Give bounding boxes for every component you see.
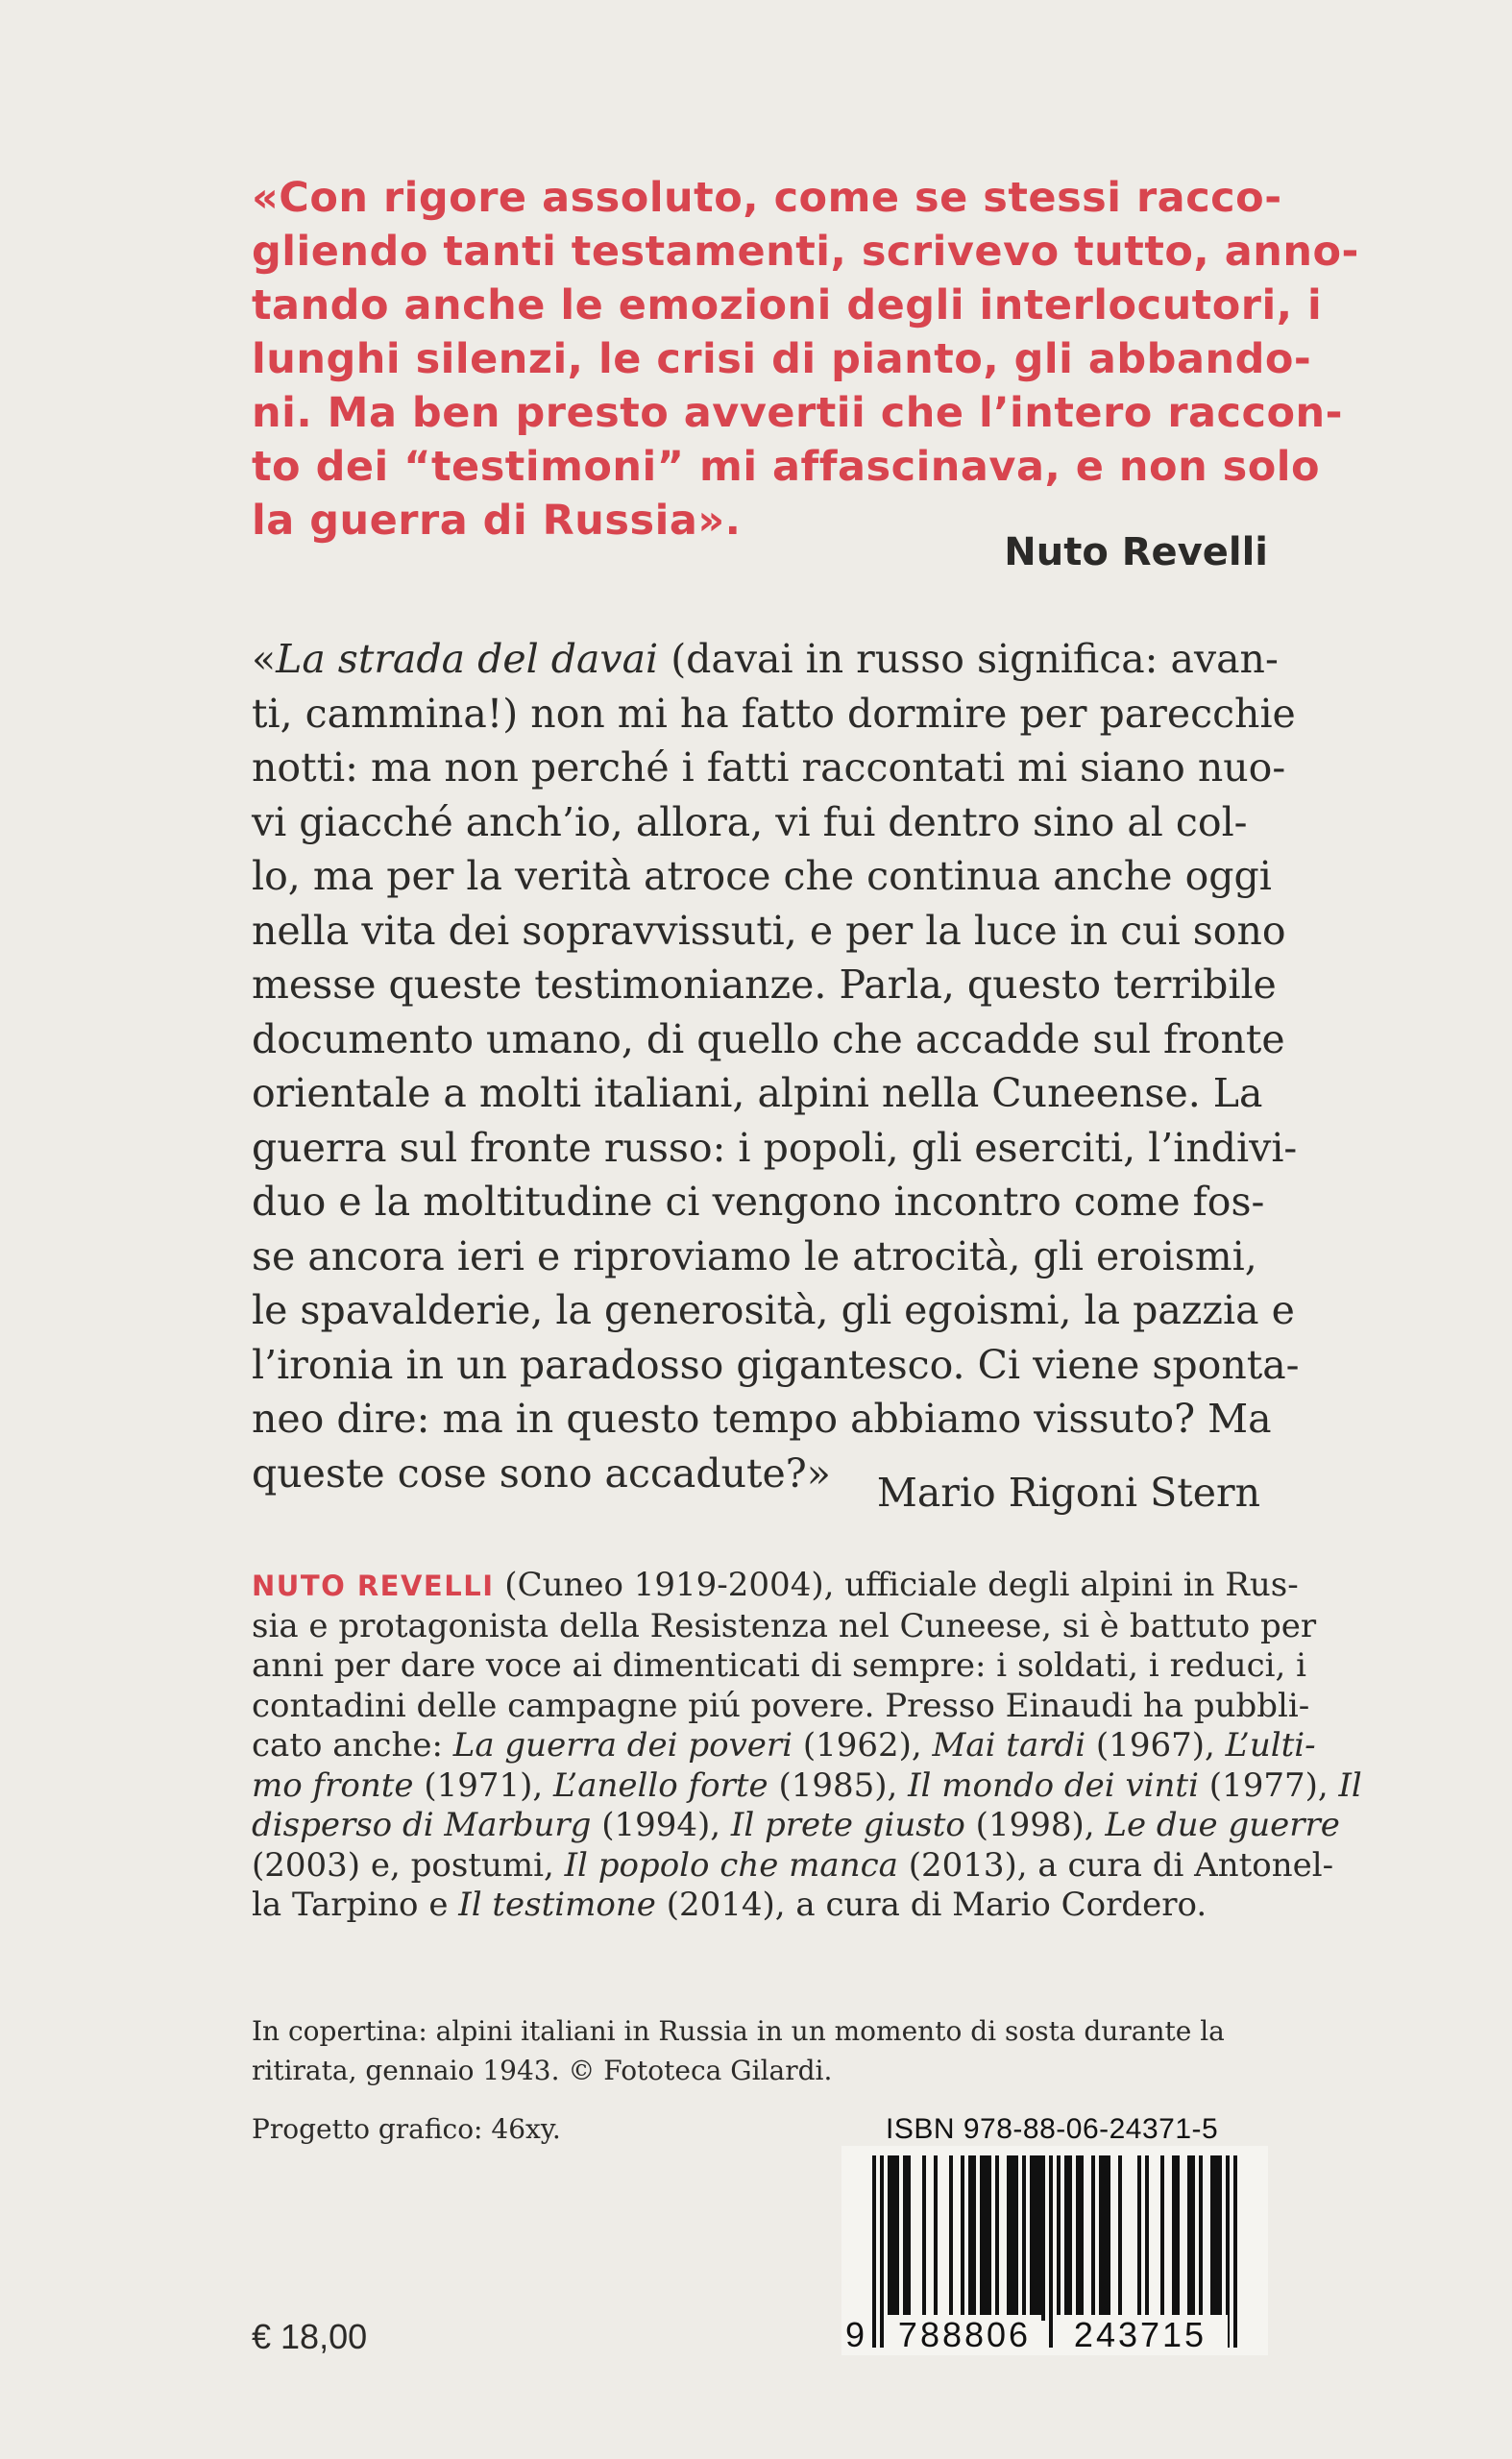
- barcode-left-group: 788806: [888, 2315, 1041, 2355]
- quote-line: la guerra di Russia».: [252, 497, 742, 545]
- barcode-digits: [841, 2315, 1268, 2353]
- barcode-bar: [895, 2155, 899, 2321]
- price-label: € 18,00: [252, 2317, 368, 2356]
- barcode-bar: [972, 2155, 976, 2321]
- quote-line: «La strada del davai (davai in russo significa: avan-: [252, 636, 1279, 682]
- barcode-bar: [1145, 2155, 1149, 2321]
- quote-line: ni. Ma ben presto avvertii che l’intero raccon-: [252, 389, 1344, 437]
- barcode-bar: [891, 2155, 895, 2321]
- quote-line: documento umano, di quello che accadde sul fronte: [252, 1015, 1285, 1062]
- quote-line: se ancora ieri e riproviamo le atrocità, gli eroismi,: [252, 1232, 1257, 1279]
- barcode-bar: [984, 2155, 988, 2321]
- barcode-bar: [1091, 2155, 1095, 2321]
- quote-line: to dei “testimoni” mi affascinava, e non solo: [252, 443, 1321, 491]
- barcode-bar: [922, 2155, 926, 2321]
- barcode-bar: [968, 2155, 972, 2321]
- barcode-bar: [995, 2155, 999, 2321]
- quote-line: ti, cammina!) non mi ha fatto dormire per parecchie: [252, 690, 1296, 737]
- barcode-bar: [1187, 2155, 1191, 2321]
- barcode-bar: [1214, 2155, 1218, 2321]
- quote-line: gliendo tanti testamenti, scrivevo tutto, anno-: [252, 228, 1359, 276]
- quote-line: orientale a molti italiani, alpini nella Cuneense. La: [252, 1070, 1263, 1116]
- barcode-bar: [1076, 2155, 1080, 2321]
- isbn-label: ISBN 978-88-06-24371-5: [886, 2113, 1219, 2145]
- barcode-bar: [1199, 2155, 1203, 2321]
- book-title: La strada del davai: [276, 636, 659, 682]
- barcode-bar: [1011, 2155, 1014, 2321]
- barcode-bar: [1176, 2155, 1180, 2321]
- barcode-bar: [1007, 2155, 1011, 2321]
- barcode-bar: [903, 2155, 907, 2321]
- barcode-bar: [1191, 2155, 1195, 2321]
- quote-line: queste cose sono accadute?»: [252, 1449, 831, 1497]
- barcode-bar: [1210, 2155, 1214, 2321]
- author-biography: NUTO REVELLI (Cuneo 1919-2004), ufficiale degli alpini in Rus- sia e protagonista della Resistenza nel Cuneese, si è battuto per anni per dare voce ai dimenticati di sempre: i soldati, i reduci, i contadini delle campagne piú povere. Presso Einaudi ha pubbli- cato anche: La guerra dei poveri (1962), Mai tardi (1967), L’ulti- mo fronte (1971), L’anello forte (1985), Il mondo dei vinti (1977), Il disperso di Marburg (1994), Il prete giusto (1998), Le due guerre (2003) e, postumi, Il popolo che manca (2013), a cura di Antonel- la Tarpino e Il testimone (2014), a cura di Mario Cordero.: [252, 1566, 1362, 1924]
- quote-line: «Con rigore assoluto, come se stessi racco-: [252, 174, 1282, 222]
- barcode-bar: [988, 2155, 991, 2321]
- barcode-bar: [1218, 2155, 1222, 2321]
- author-name: NUTO REVELLI: [252, 1570, 495, 1602]
- barcode-bar: [1030, 2155, 1034, 2321]
- barcode-bar: [980, 2155, 984, 2321]
- cover-credit: In copertina: alpini italiani in Russia in un momento di sosta durante la ritirata, gennaio 1943. © Fototeca Gilardi.: [252, 2015, 1225, 2086]
- author-quote: [252, 171, 1359, 548]
- barcode-bar: [1068, 2155, 1072, 2321]
- barcode-bar: [1022, 2155, 1026, 2321]
- barcode-bar: [907, 2155, 911, 2321]
- barcode-bar: [1172, 2155, 1176, 2321]
- barcode-bar: [1014, 2155, 1018, 2321]
- quote-line: duo e la moltitudine ci vengono incontro come fos-: [252, 1179, 1265, 1225]
- quote-line: le spavalderie, la generosità, gli egoismi, la pazzia e: [252, 1287, 1295, 1333]
- barcode-bar: [1099, 2155, 1103, 2321]
- barcode-bar: [1080, 2155, 1084, 2321]
- barcode-bar: [961, 2155, 964, 2321]
- barcode-bar: [1041, 2155, 1045, 2321]
- quote-line: nella vita dei sopravvissuti, e per la luce in cui sono: [252, 907, 1286, 954]
- quote-line: lo, ma per la verità atroce che continua anche oggi: [252, 853, 1272, 899]
- barcode-right-group: 243715: [1053, 2315, 1228, 2355]
- barcode-bar: [1037, 2155, 1041, 2321]
- quote-line: notti: ma non perché i fatti raccontati mi siano nuo-: [252, 744, 1286, 791]
- quote-line: vi giacché anch’io, allora, vi fui dentro sino al col-: [252, 798, 1248, 845]
- quote-line: l’ironia in un paradosso gigantesco. Ci viene sponta-: [252, 1341, 1300, 1388]
- quote-line: lunghi silenzi, le crisi di pianto, gli abbando-: [252, 335, 1312, 383]
- quote-line: tando anche le emozioni degli interlocutori, i: [252, 281, 1323, 329]
- barcode-bar: [1107, 2155, 1110, 2321]
- barcode-first-digit: 9: [845, 2315, 866, 2354]
- barcode-bar: [1137, 2155, 1141, 2321]
- barcode-bar: [888, 2155, 891, 2321]
- quote-line: guerra sul fronte russo: i popoli, gli eserciti, l’indivi-: [252, 1124, 1298, 1171]
- barcode-bar: [1034, 2155, 1037, 2321]
- quote-line: neo dire: ma in questo tempo abbiamo vissuto? Ma: [252, 1396, 1272, 1442]
- author-quote-attribution: Nuto Revelli: [1004, 530, 1268, 574]
- review-quote: [252, 632, 1300, 1500]
- review-quote-attribution: Mario Rigoni Stern: [876, 1470, 1260, 1516]
- barcode-bar: [1064, 2155, 1068, 2321]
- design-credit: Progetto grafico: 46xy.: [252, 2113, 561, 2145]
- barcode-bar: [949, 2155, 953, 2321]
- quote-line: messe queste testimonianze. Parla, questo terribile: [252, 962, 1277, 1008]
- barcode-bar: [934, 2155, 938, 2321]
- barcode-bar: [1103, 2155, 1107, 2321]
- barcode-bar: [1118, 2155, 1122, 2321]
- barcode-bar: [1160, 2155, 1164, 2321]
